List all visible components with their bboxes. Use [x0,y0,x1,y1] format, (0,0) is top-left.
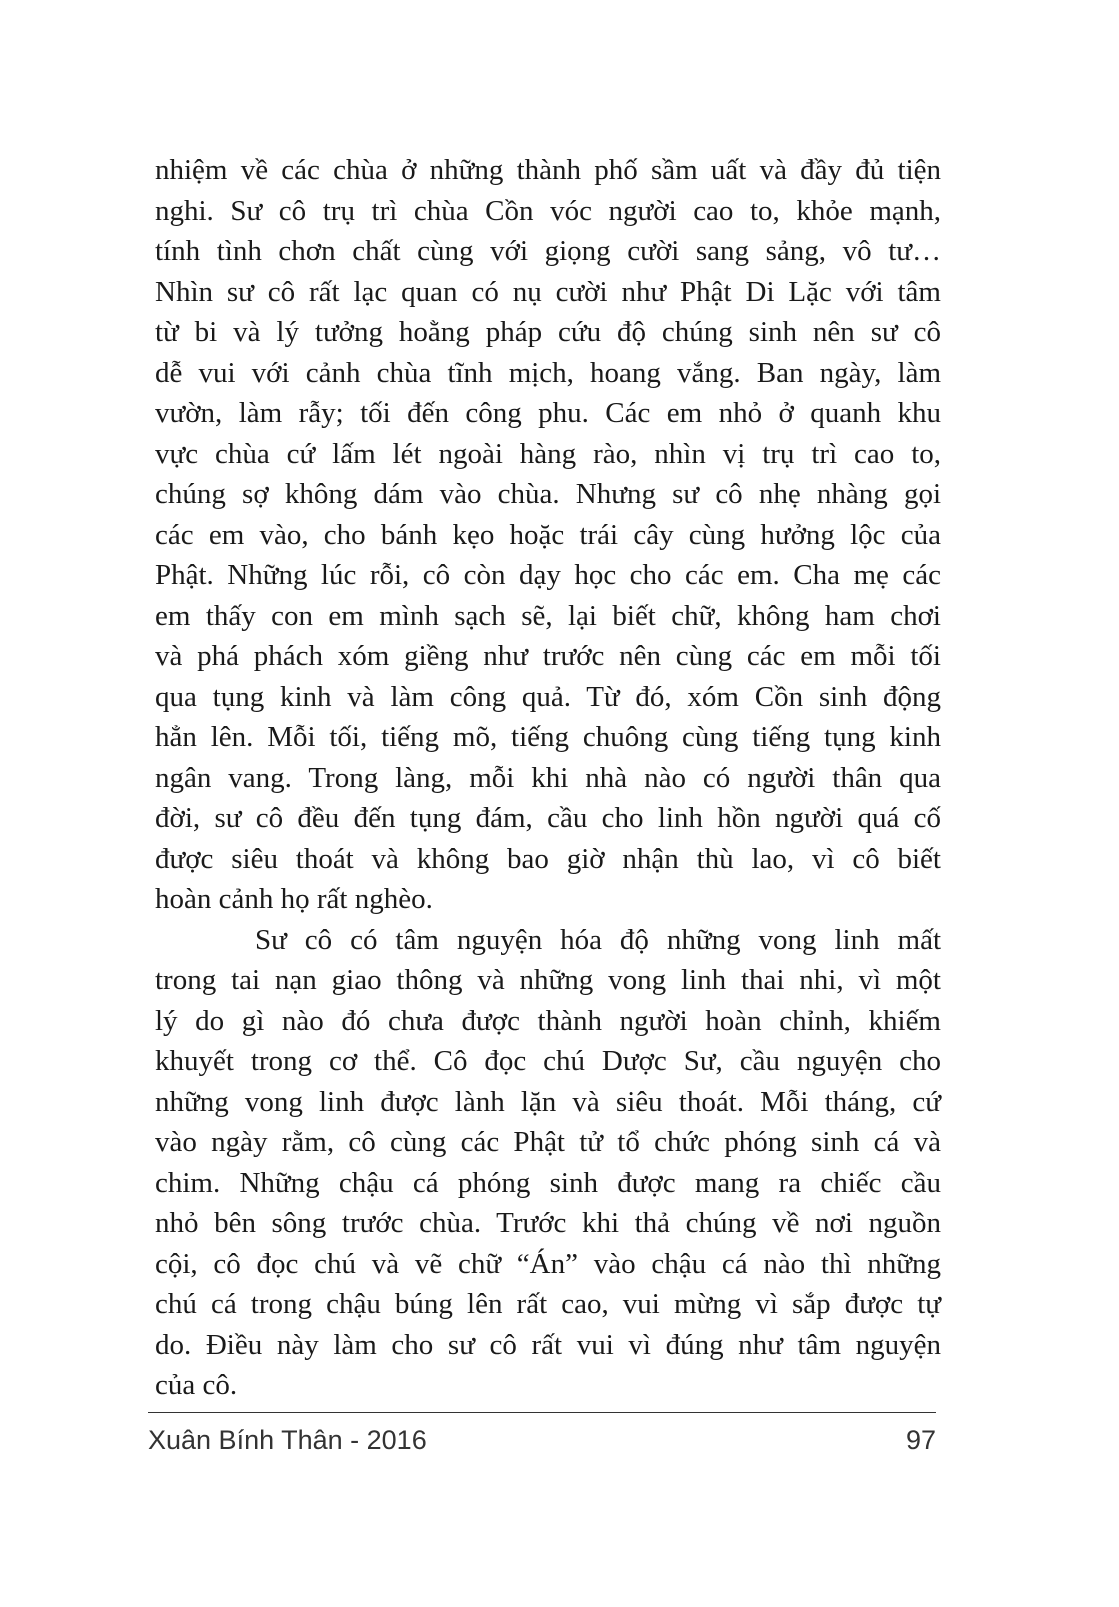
text-line: cội, cô đọc chú và vẽ chữ “Án” vào chậu cá nào thì những [155,1247,941,1280]
text-line: Nhìn sư cô rất lạc quan có nụ cười như Phật Di Lặc với tâm [155,275,941,308]
text-line: nhiệm về các chùa ở những thành phố sầm uất và đầy đủ tiện [155,154,941,186]
text-line: chú cá trong chậu búng lên rất cao, vui mừng vì sắp được tự [155,1288,941,1320]
page-footer [148,1420,936,1460]
text-line: chim. Những chậu cá phóng sinh được mang ra chiếc cầu [155,1166,941,1199]
text-line: dễ vui với cảnh chùa tĩnh mịch, hoang vắng. Ban ngày, làm [155,356,941,389]
body-text [155,150,941,1406]
text-line: lý do gì nào đó chưa được thành người hoàn chỉnh, khiếm [155,1004,941,1037]
paragraph-end-line: của cô. [155,1369,238,1401]
page-number: 97 [905,1424,936,1455]
text-line: chúng sợ không dám vào chùa. Nhưng sư cô nhẹ nhàng gọi [155,478,941,510]
text-line: nghi. Sư cô trụ trì chùa Cồn vóc người cao to, khỏe mạnh, [155,194,941,227]
text-line: em thấy con em mình sạch sẽ, lại biết chữ, không ham chơi [155,599,941,632]
text-line: nhỏ bên sông trước chùa. Trước khi thả chúng về nơi nguồn [155,1207,941,1239]
text-line: đời, sư cô đều đến tụng đám, cầu cho linh hồn người quá cố [155,802,941,834]
text-line: Phật. Những lúc rỗi, cô còn dạy học cho các em. Cha mẹ các [155,559,941,591]
text-line: vườn, làm rẫy; tối đến công phu. Các em nhỏ ở quanh khu [155,397,941,429]
text-line: được siêu thoát và không bao giờ nhận thù lao, vì cô biết [155,842,941,875]
text-line: vào ngày rằm, cô cùng các Phật tử tổ chức phóng sinh cá và [155,1126,941,1158]
text-line: hẳn lên. Mỗi tối, tiếng mõ, tiếng chuông cùng tiếng tụng kinh [155,721,941,753]
text-line: do. Điều này làm cho sư cô rất vui vì đúng như tâm nguyện [155,1328,941,1361]
text-line: ngân vang. Trong làng, mỗi khi nhà nào có người thân qua [155,761,941,794]
paragraph-start-line: Sư cô có tâm nguyện hóa độ những vong linh mất [255,923,941,956]
text-line: từ bi và lý tưởng hoằng pháp cứu độ chúng sinh nên sư cô [155,316,941,348]
footer-title: Xuân Bính Thân - 2016 [148,1424,427,1455]
footer-divider [148,1412,936,1413]
text-line: trong tai nạn giao thông và những vong linh thai nhi, vì một [155,964,941,996]
text-line: qua tụng kinh và làm công quả. Từ đó, xóm Cồn sinh động [155,680,941,713]
paragraph-end-line: hoàn cảnh họ rất nghèo. [155,883,433,915]
text-line: và phá phách xóm giềng như trước nên cùng các em mỗi tối [155,640,941,672]
text-line: khuyết trong cơ thể. Cô đọc chú Dược Sư, cầu nguyện cho [155,1045,941,1077]
text-line: tính tình chơn chất cùng với giọng cười sang sảng, vô tư… [155,235,941,267]
text-line: những vong linh được lành lặn và siêu thoát. Mỗi tháng, cứ [155,1085,941,1118]
text-line: vực chùa cứ lấm lét ngoài hàng rào, nhìn vị trụ trì cao to, [155,437,941,470]
text-line: các em vào, cho bánh kẹo hoặc trái cây cùng hưởng lộc của [155,518,941,551]
